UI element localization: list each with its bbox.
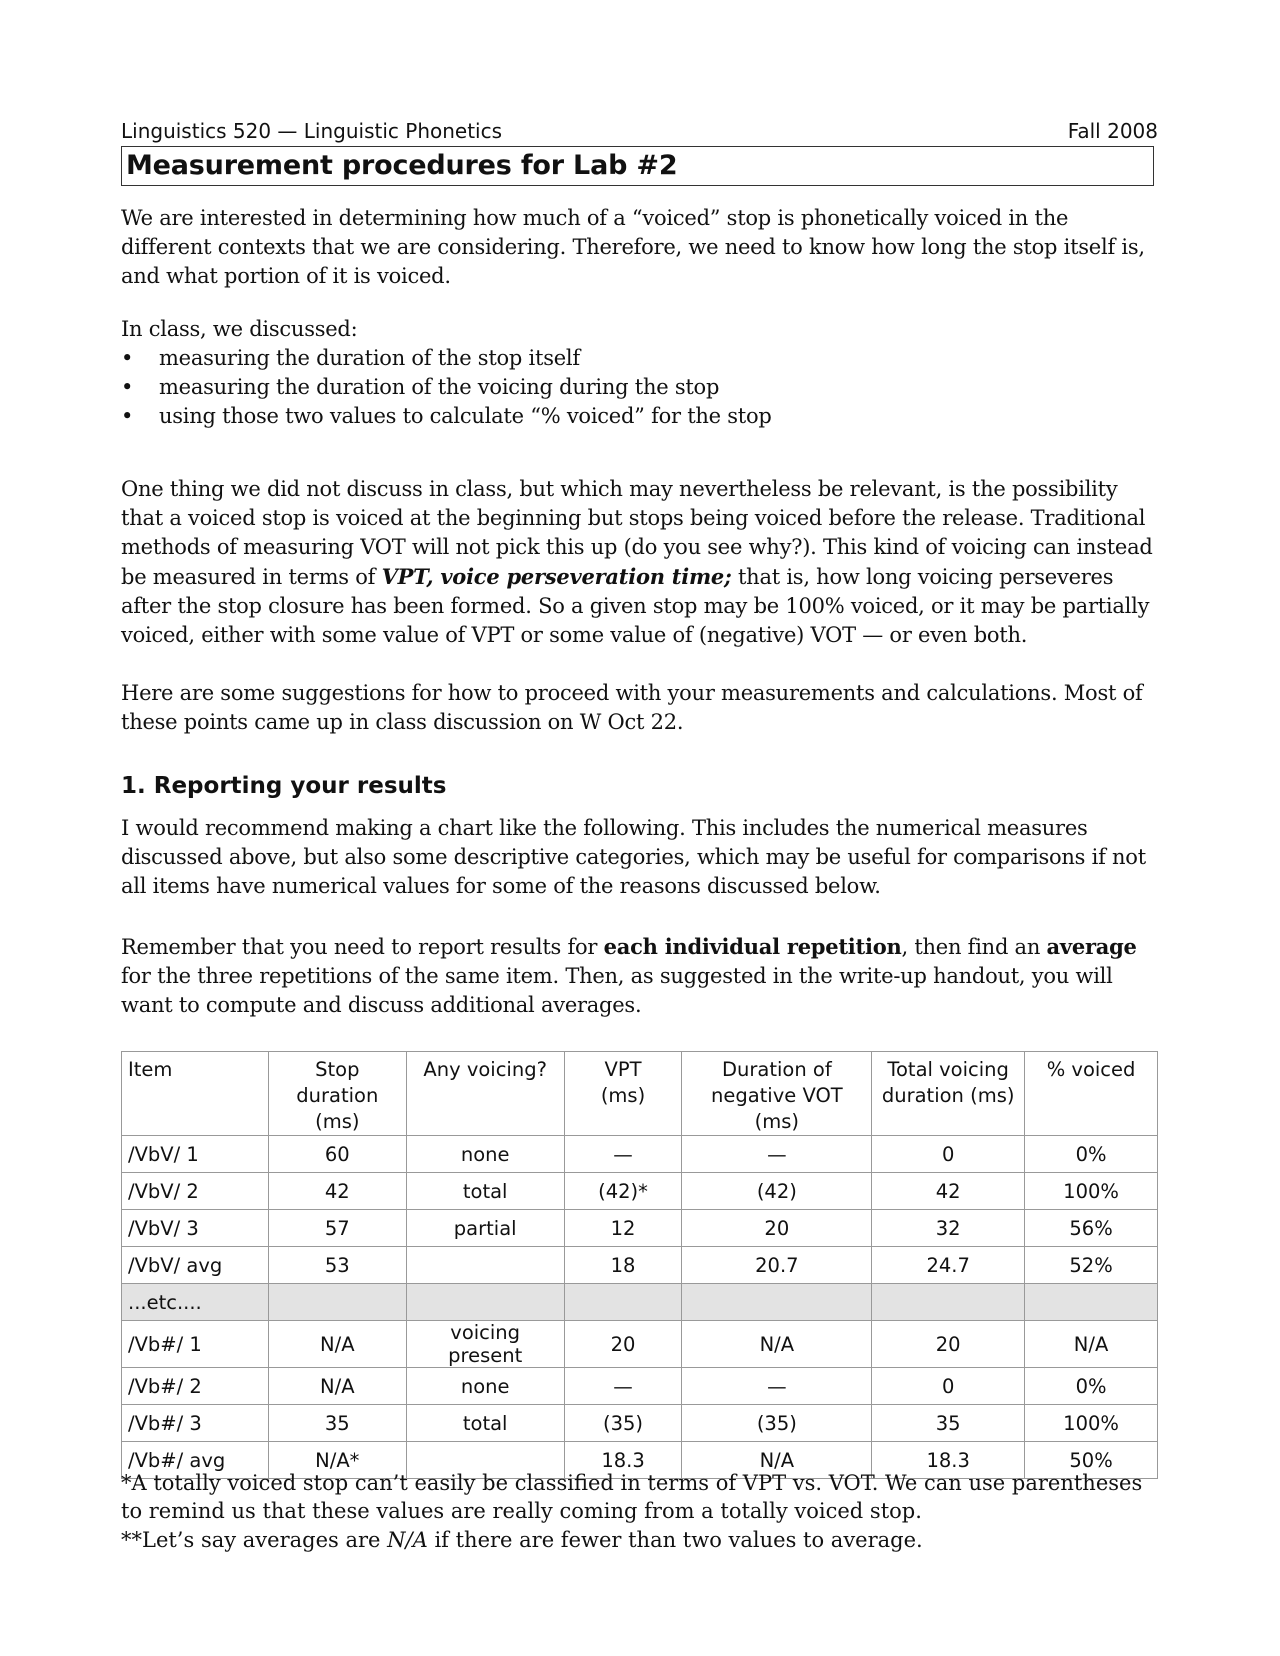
table-row: /Vb#/ avg N/A* 18.3 N/A 18.3 50% — [122, 1442, 1158, 1479]
bullet-icon: • — [121, 375, 134, 399]
vpt-term: VPT, voice perseveration time; — [381, 564, 732, 589]
column-header: Stop duration (ms) — [268, 1052, 406, 1136]
chart-intro-paragraph: I would recommend making a chart like the following. This includes the numerical measures discussed above, but also some descriptive categories, which may be useful for comparisons if not all items have numerical values for some of the reasons discussed below. — [121, 816, 1146, 898]
table-row: /VbV/ 1 60 none — — 0 0% — [122, 1136, 1158, 1173]
repetition-paragraph: Remember that you need to report results for each individual repetition, then find an average for the three repetitions of the same item. Then, as suggested in the write-up handout, you will want to compute and discuss additional averages. — [121, 934, 1137, 1017]
list-item: • using those two values to calculate “% voiced” for the stop — [121, 402, 1158, 431]
table-header-row — [122, 1052, 1158, 1136]
column-header: Total voicing duration (ms) — [872, 1052, 1025, 1136]
table-row: /VbV/ 2 42 total (42)* (42) 42 100% — [122, 1173, 1158, 1210]
table-row: /Vb#/ 3 35 total (35) (35) 35 100% — [122, 1405, 1158, 1442]
results-table — [121, 1051, 1158, 1479]
column-header: Any voicing? — [406, 1052, 564, 1136]
bullet-list — [121, 344, 1158, 431]
page-title: Measurement procedures for Lab #2 — [126, 150, 678, 181]
term-label: Fall 2008 — [1067, 119, 1158, 143]
list-item: • measuring the duration of the voicing during the stop — [121, 373, 1158, 402]
column-header: VPT (ms) — [564, 1052, 682, 1136]
table-row: /Vb#/ 1 N/A voicing present 20 N/A 20 N/A — [122, 1321, 1158, 1368]
table-row-separator: ...etc.... — [122, 1284, 1158, 1321]
vpt-paragraph: One thing we did not discuss in class, but which may nevertheless be relevant, is the possibility that a voiced stop is voiced at the beginning but stops being voiced before the release. Traditional methods of measuring VOT will not pick this up (do you see why?). This kind of voicing can instead be measured in terms of VPT, voice perseveration time; that is, how long voicing perseveres after the stop closure has been formed. So a given stop may be 100% voiced, or it may be partially voiced, either with some value of VPT or some value of (negative) VOT — or even both. — [121, 477, 1153, 647]
section-heading: 1. Reporting your results — [121, 773, 447, 799]
suggestions-paragraph: Here are some suggestions for how to proceed with your measurements and calculations. Most of these points came up in class discussion on W Oct 22. — [121, 681, 1143, 734]
footnote-averages: **Let’s say averages are N/A if there are fewer than two values to average. — [121, 1528, 923, 1552]
emphasis-repetition: each individual repetition — [603, 934, 902, 959]
intro-paragraph: We are interested in determining how much of a “voiced” stop is phonetically voiced in the different contexts that we are considering. Therefore, we need to know how long the stop itself is, and what portion of it is voiced. — [121, 206, 1145, 288]
bullet-icon: • — [121, 346, 134, 370]
table-row: /VbV/ avg 53 18 20.7 24.7 52% — [122, 1247, 1158, 1284]
column-header: Item — [122, 1052, 269, 1136]
column-header: % voiced — [1025, 1052, 1158, 1136]
emphasis-average: average — [1046, 934, 1137, 959]
course-name: Linguistics 520 — Linguistic Phonetics — [121, 119, 503, 143]
bullet-icon: • — [121, 404, 134, 428]
list-item: • measuring the duration of the stop itself — [121, 344, 1158, 373]
footnote-parentheses: *A totally voiced stop can’t easily be classified in terms of VPT vs. VOT. We can use parentheses to remind us that these values are really coming from a totally voiced stop. — [121, 1471, 1143, 1523]
table-row: /Vb#/ 2 N/A none — — 0 0% — [122, 1368, 1158, 1405]
column-header: Duration of negative VOT (ms) — [682, 1052, 872, 1136]
discussed-lead: In class, we discussed: — [121, 317, 358, 341]
table-row: /VbV/ 3 57 partial 12 20 32 56% — [122, 1210, 1158, 1247]
running-header — [121, 119, 1158, 145]
title-box — [121, 146, 1154, 186]
